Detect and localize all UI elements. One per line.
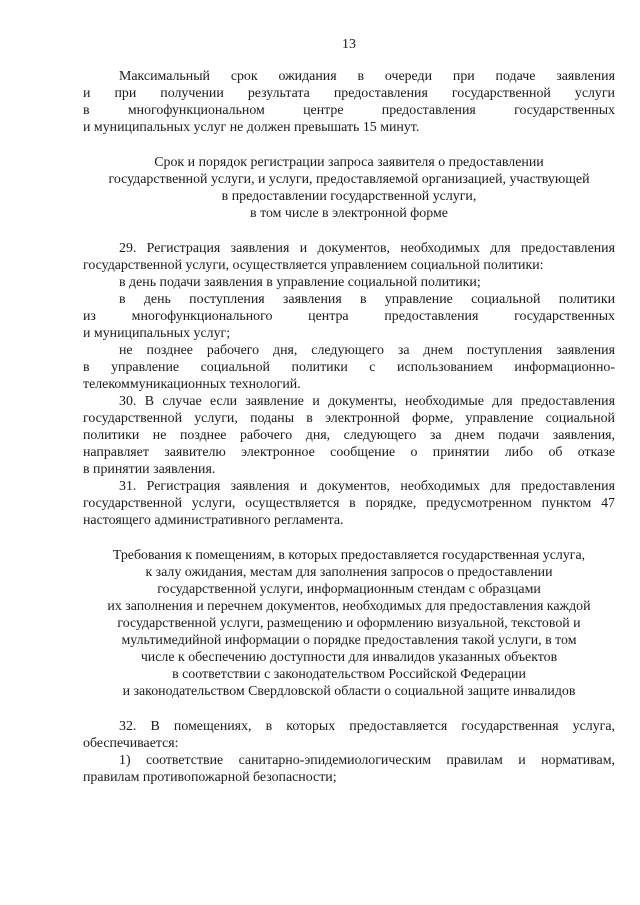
heading-line: государственной услуги, и услуги, предоставляемой организацией, участвующей	[108, 172, 590, 187]
heading-line: мультимедийной информации о порядке предоставления такой услуги, в том	[121, 633, 577, 648]
document-page	[83, 36, 615, 786]
paragraph-line: и при получении результата предоставления государственной услуги	[83, 86, 615, 101]
heading-line: к залу ожидания, местам для заполнения запросов о предоставлении	[145, 565, 553, 580]
paragraph-line: государственной услуги, осуществляется управлением социальной политики:	[83, 258, 544, 273]
paragraph-line: государственной услуги, поданы в электронной форме, управление социальной	[83, 411, 615, 426]
paragraph-line: в день подачи заявления в управление социальной политики;	[119, 275, 481, 290]
paragraph-line: телекоммуникационных технологий.	[83, 377, 301, 392]
paragraph-line: не позднее рабочего дня, следующего за днем поступления заявления	[119, 343, 615, 358]
heading-line: и законодательством Свердловской области о социальной защите инвалидов	[122, 684, 576, 699]
item-30	[83, 393, 615, 478]
paragraph-line: и муниципальных услуг не должен превышать 15 минут.	[83, 120, 420, 135]
heading-line: в том числе в электронной форме	[250, 206, 448, 221]
paragraph-line: в управление социальной политики с использованием информационно-	[83, 360, 615, 375]
paragraph-line: 29. Регистрация заявления и документов, необходимых для предоставления	[119, 241, 615, 256]
paragraph-line: 30. В случае если заявление и документы, необходимые для предоставления	[119, 394, 615, 409]
heading-line: государственной услуги, информационным стендам с образцами	[157, 582, 541, 597]
paragraph-line: настоящего административного регламента.	[83, 513, 344, 528]
heading-line: их заполнения и перечнем документов, необходимых для предоставления каждой	[107, 599, 591, 614]
heading-line: в предоставлении государственной услуги,	[221, 189, 477, 204]
item-31	[83, 478, 615, 529]
paragraph-line: обеспечивается:	[83, 736, 179, 751]
paragraph-line: государственной услуги, осуществляется в порядке, предусмотренном пунктом 47	[83, 496, 615, 511]
paragraph-line: в многофункциональном центре предоставления государственных	[83, 103, 615, 118]
waiting-time-paragraph	[83, 68, 615, 136]
paragraph-line: направляет заявителю электронное сообщение о принятии либо об отказе	[83, 445, 615, 460]
heading-line: в соответствии с законодательством Российской Федерации	[172, 667, 526, 682]
registration-heading	[83, 154, 615, 222]
premises-heading	[83, 547, 615, 700]
paragraph-line: правилам противопожарной безопасности;	[83, 770, 337, 785]
paragraph-line: 32. В помещениях, в которых предоставляется государственная услуга,	[119, 719, 615, 734]
paragraph-line: из многофункционального центра предоставления государственных	[83, 309, 615, 324]
paragraph-line: в день поступления заявления в управление социальной политики	[119, 292, 615, 307]
heading-line: числе к обеспечению доступности для инвалидов указанных объектов	[140, 650, 558, 665]
heading-line: Срок и порядок регистрации запроса заявителя о предоставлении	[154, 155, 544, 170]
item-29	[83, 240, 615, 393]
paragraph-line: Максимальный срок ожидания в очереди при подаче заявления	[119, 69, 615, 84]
paragraph-line: в принятии заявления.	[83, 462, 216, 477]
paragraph-line: 1) соответствие санитарно-эпидемиологическим правилам и нормативам,	[119, 753, 615, 768]
paragraph-line: и муниципальных услуг;	[83, 326, 231, 341]
page-number: 13	[342, 37, 356, 52]
heading-line: государственной услуги, размещению и оформлению визуальной, текстовой и	[117, 616, 581, 631]
paragraph-line: 31. Регистрация заявления и документов, необходимых для предоставления	[119, 479, 615, 494]
heading-line: Требования к помещениям, в которых предоставляется государственная услуга,	[112, 548, 586, 563]
item-32	[83, 718, 615, 786]
paragraph-line: политики не позднее рабочего дня, следующего за днем подачи заявления,	[83, 428, 615, 443]
